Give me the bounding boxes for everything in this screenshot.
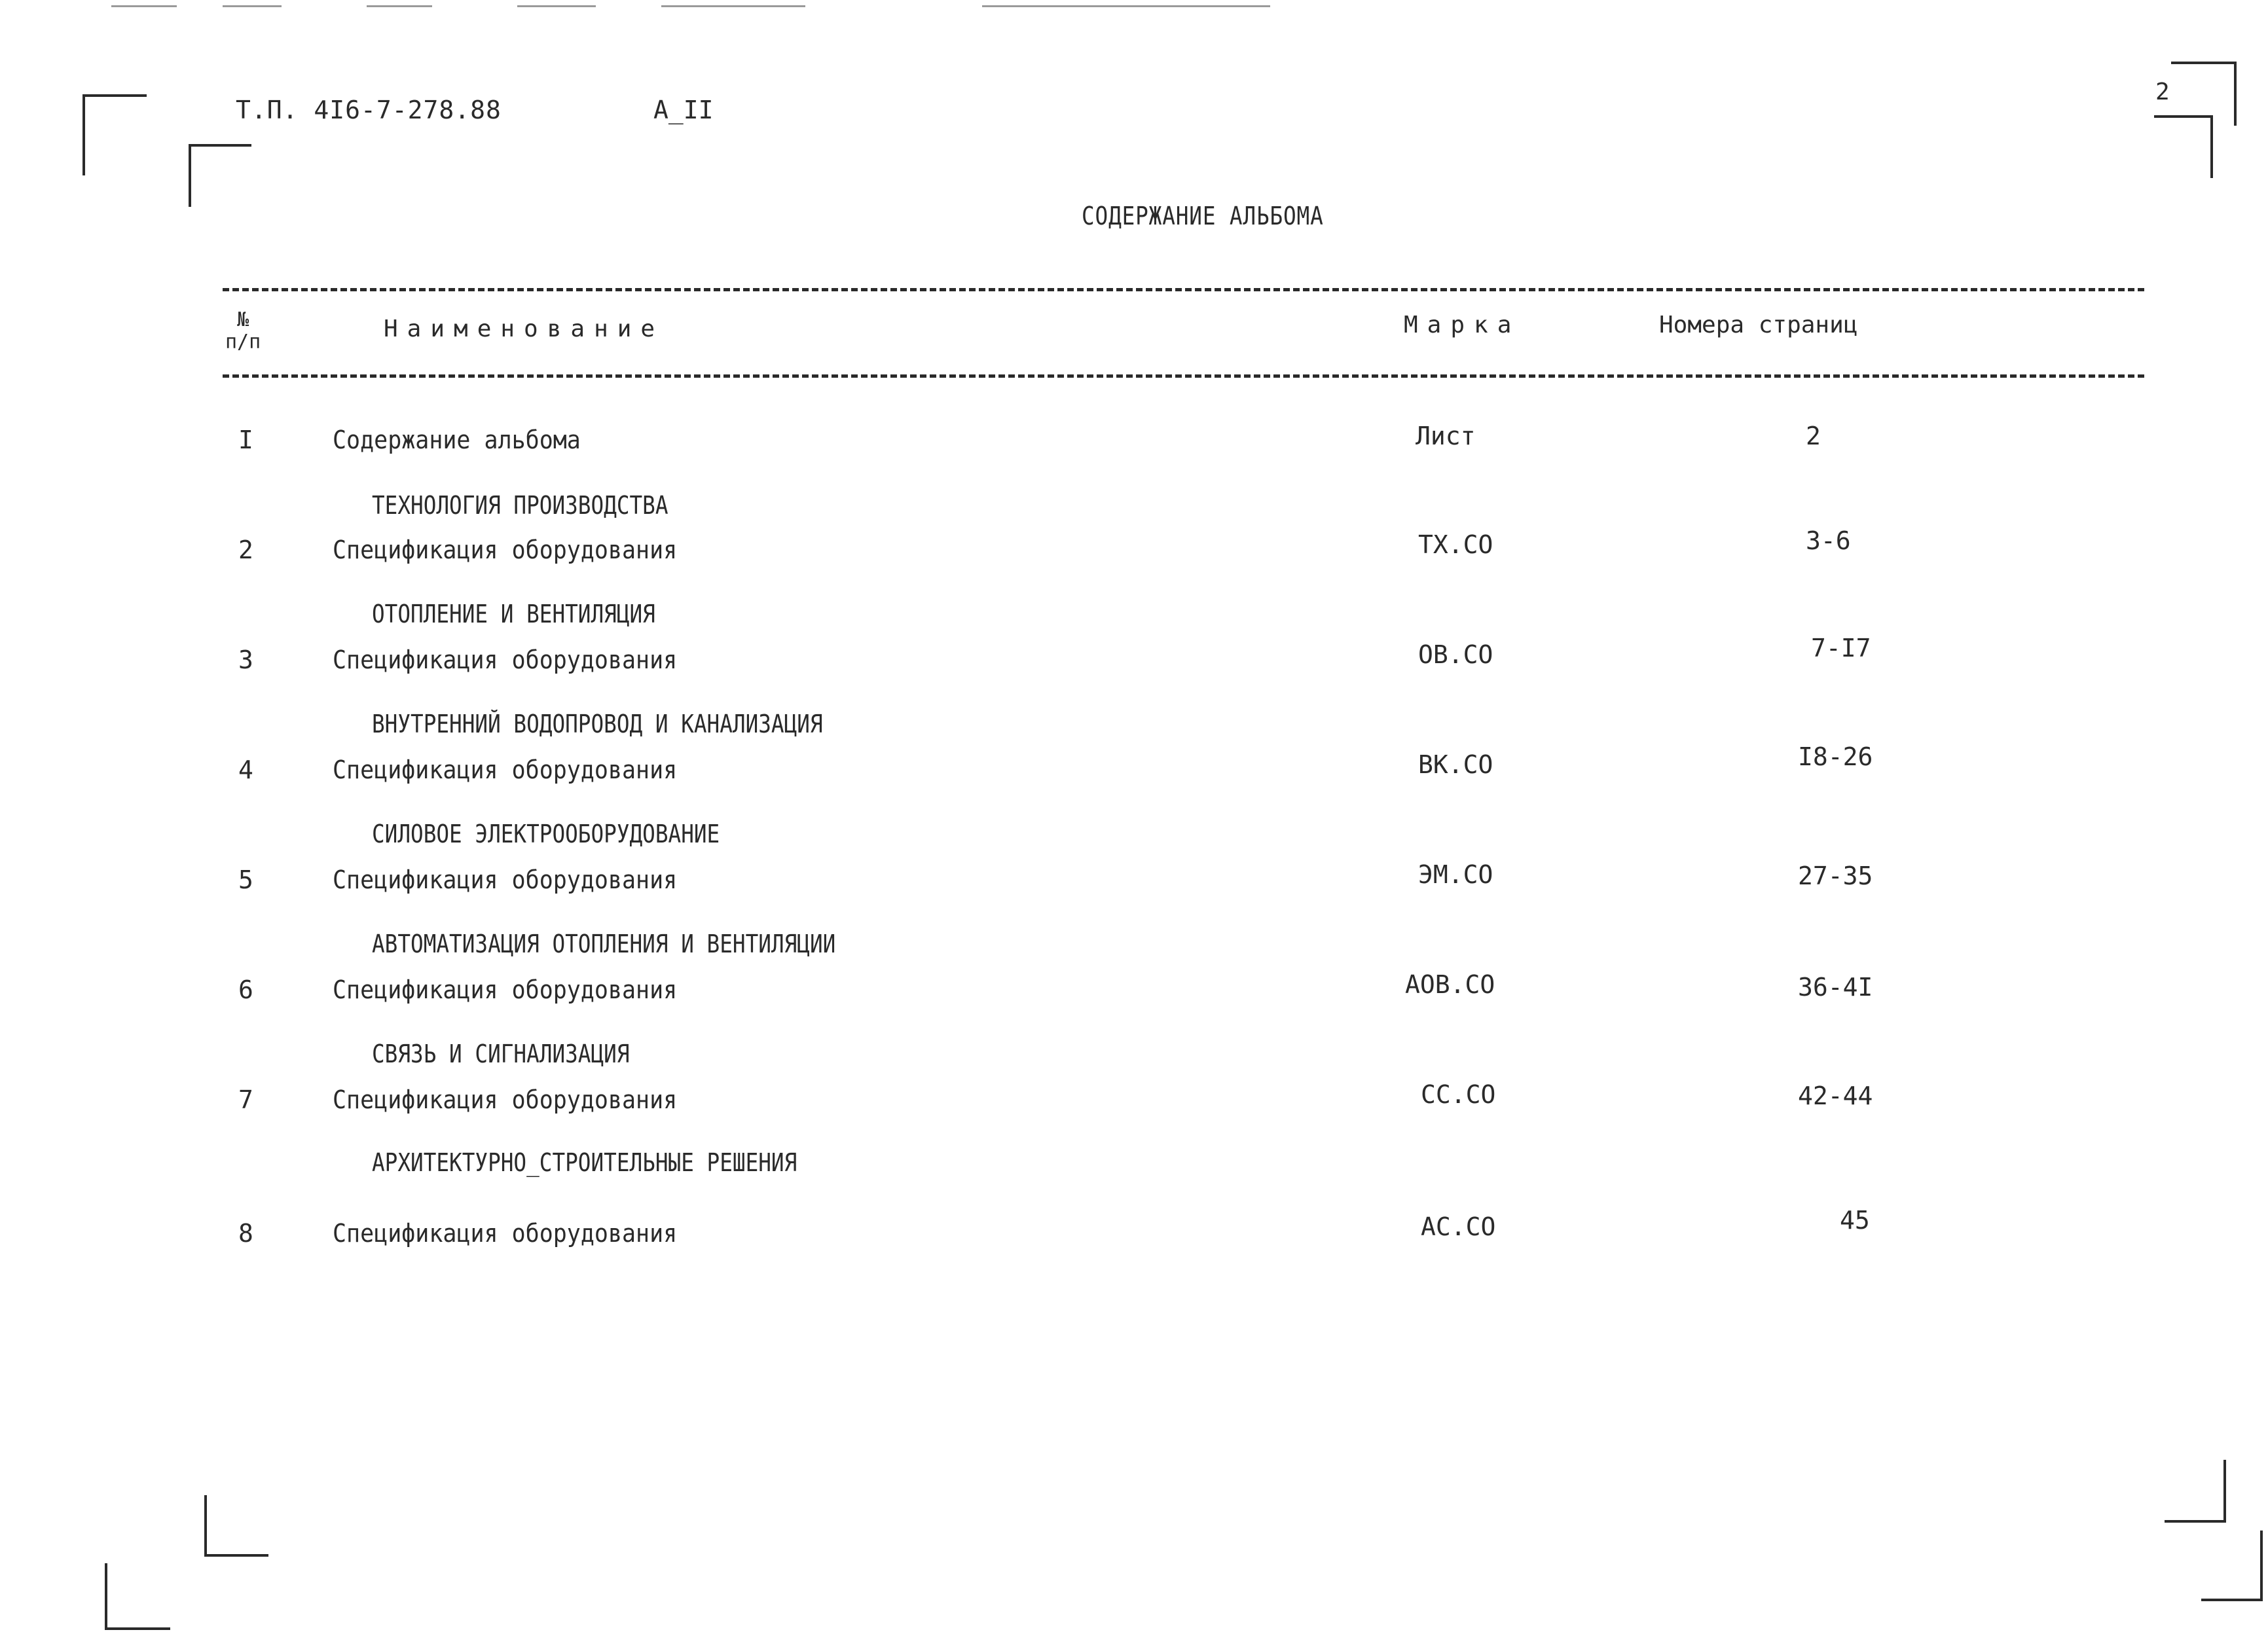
- column-header-mark: Марка: [1404, 312, 1521, 338]
- row-name: Спецификация оборудования: [333, 755, 678, 784]
- row-number: 8: [238, 1219, 253, 1248]
- row-pages: 45: [1840, 1206, 1870, 1235]
- row-mark: ТХ.СО: [1418, 530, 1493, 559]
- page-title: СОДЕРЖАНИЕ АЛЬБОМА: [1082, 202, 1324, 230]
- row-section-heading: АВТОМАТИЗАЦИЯ ОТОПЛЕНИЯ И ВЕНТИЛЯЦИИ: [372, 930, 836, 958]
- column-header-number-top: №: [237, 308, 249, 331]
- row-name: Спецификация оборудования: [333, 645, 678, 674]
- row-name: Спецификация оборудования: [333, 1219, 678, 1248]
- row-mark: ЭМ.СО: [1418, 860, 1493, 889]
- row-name: Спецификация оборудования: [333, 535, 678, 564]
- scan-artifact: [517, 5, 596, 7]
- row-section-heading: ОТОПЛЕНИЕ И ВЕНТИЛЯЦИЯ: [372, 600, 655, 628]
- row-mark: АС.СО: [1421, 1212, 1496, 1241]
- document-code: Т.П. 4I6-7-278.88: [236, 96, 502, 124]
- column-header-number-bottom: п/п: [225, 331, 261, 353]
- row-section-heading: СИЛОВОЕ ЭЛЕКТРООБОРУДОВАНИЕ: [372, 820, 720, 848]
- row-pages: 7-I7: [1811, 634, 1871, 662]
- column-header-number: [225, 309, 261, 353]
- scan-artifact: [982, 5, 1270, 7]
- row-number: 5: [238, 865, 253, 894]
- row-pages: 3-6: [1806, 526, 1851, 555]
- column-header-pages: Номера страниц: [1659, 312, 1858, 338]
- scan-artifact: [223, 5, 282, 7]
- row-section-heading: ТЕХНОЛОГИЯ ПРОИЗВОДСТВА: [372, 491, 668, 520]
- row-pages: 36-4I: [1798, 973, 1873, 1002]
- row-number: 2: [238, 535, 253, 564]
- row-mark: ОВ.СО: [1418, 640, 1493, 669]
- row-name: Спецификация оборудования: [333, 975, 678, 1004]
- row-mark: Лист: [1416, 422, 1476, 450]
- column-header-name: Наименование: [384, 316, 665, 342]
- row-mark: СС.СО: [1421, 1080, 1496, 1109]
- row-section-heading: ВНУТРЕННИЙ ВОДОПРОВОД И КАНАЛИЗАЦИЯ: [372, 710, 823, 738]
- row-number: 6: [238, 975, 253, 1004]
- row-pages: 2: [1806, 422, 1821, 450]
- row-number: 3: [238, 645, 253, 674]
- row-name: Спецификация оборудования: [333, 865, 678, 894]
- row-pages: 27-35: [1798, 861, 1873, 890]
- row-number: 7: [238, 1085, 253, 1114]
- row-section-heading: АРХИТЕКТУРНО_СТРОИТЕЛЬНЫЕ РЕШЕНИЯ: [372, 1148, 797, 1177]
- scan-artifact: [661, 5, 805, 7]
- table-header-rule: [223, 374, 2144, 378]
- row-number: 4: [238, 755, 253, 784]
- album-label: А_II: [653, 96, 714, 124]
- row-section-heading: СВЯЗЬ И СИГНАЛИЗАЦИЯ: [372, 1040, 630, 1068]
- row-pages: 42-44: [1798, 1081, 1873, 1110]
- page-number: 2: [2155, 79, 2170, 105]
- scan-artifact: [111, 5, 177, 7]
- row-mark: ВК.СО: [1418, 750, 1493, 779]
- row-name: Содержание альбома: [333, 426, 581, 454]
- row-number: I: [238, 426, 253, 454]
- row-mark: АОВ.СО: [1405, 970, 1495, 999]
- row-name: Спецификация оборудования: [333, 1085, 678, 1114]
- scan-artifact: [367, 5, 432, 7]
- table-top-rule: [223, 288, 2144, 291]
- row-pages: I8-26: [1798, 742, 1873, 771]
